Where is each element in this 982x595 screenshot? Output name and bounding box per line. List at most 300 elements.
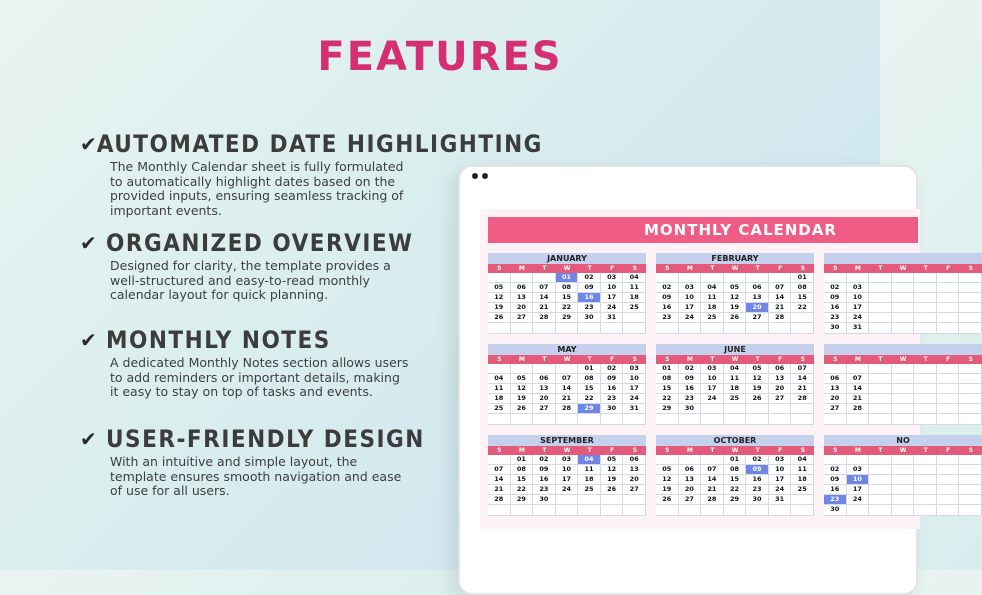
date-cell: 01: [578, 364, 601, 374]
date-cell: 24: [701, 394, 724, 404]
month-no: [824, 435, 982, 516]
date-cell: 27: [679, 495, 702, 505]
date-cell: 25: [623, 303, 646, 313]
weekday-label: S: [632, 447, 637, 454]
date-cell: [769, 273, 792, 283]
date-cell: 14: [769, 293, 792, 303]
date-cell: [869, 374, 892, 384]
date-cell: 25: [488, 404, 511, 414]
weekday-label: F: [946, 265, 951, 272]
date-cell: [914, 394, 937, 404]
date-cell: [959, 394, 982, 404]
date-cell: 13: [623, 465, 646, 475]
date-cell: [791, 323, 814, 333]
highlighted-date-cell: 16: [578, 293, 601, 303]
date-cell: [959, 323, 982, 333]
date-cell: [914, 475, 937, 485]
date-cell: [959, 475, 982, 485]
checkmark-icon: ✔: [80, 328, 97, 352]
weekday-label: F: [610, 356, 615, 363]
date-cell: [488, 323, 511, 333]
date-cell: 11: [791, 465, 814, 475]
date-cell: 24: [623, 394, 646, 404]
date-cell: 23: [601, 394, 624, 404]
date-cell: 16: [656, 303, 679, 313]
month-name: MAY: [488, 344, 646, 355]
date-cell: [937, 364, 960, 374]
month-name: [824, 344, 982, 355]
date-cell: 10: [623, 374, 646, 384]
date-cell: 28: [769, 313, 792, 323]
date-cell: 04: [724, 364, 747, 374]
date-cell: 09: [824, 475, 847, 485]
date-cell: 27: [769, 394, 792, 404]
date-cell: [746, 505, 769, 515]
feature-description: With an intuitive and simple layout, the template ensures smooth navigation and ease of use for all users.: [110, 454, 402, 498]
weekday-label: S: [497, 447, 502, 454]
date-cell: 15: [578, 384, 601, 394]
date-cell: 03: [769, 455, 792, 465]
date-cell: [701, 323, 724, 333]
weekday-label: T: [755, 356, 760, 363]
date-cell: 01: [724, 455, 747, 465]
date-cell: [869, 384, 892, 394]
date-cell: 25: [701, 313, 724, 323]
date-cell: [937, 293, 960, 303]
date-cell: [746, 323, 769, 333]
date-cell: 12: [724, 293, 747, 303]
date-grid: [656, 273, 814, 334]
date-cell: [937, 323, 960, 333]
date-grid: [488, 273, 646, 334]
date-cell: 13: [824, 384, 847, 394]
date-cell: [959, 495, 982, 505]
date-cell: 17: [601, 293, 624, 303]
date-cell: [914, 303, 937, 313]
date-cell: 18: [488, 394, 511, 404]
weekday-header: [824, 446, 982, 455]
date-cell: [791, 505, 814, 515]
date-cell: 02: [656, 283, 679, 293]
date-cell: [892, 505, 915, 515]
window-dot-icon: [482, 173, 488, 179]
date-cell: 13: [769, 374, 792, 384]
weekday-label: M: [518, 356, 525, 363]
date-cell: 17: [623, 384, 646, 394]
date-cell: [892, 394, 915, 404]
date-cell: [578, 505, 601, 515]
date-cell: 20: [511, 303, 534, 313]
date-cell: 27: [623, 485, 646, 495]
feature-monthly-notes: [80, 326, 440, 400]
date-cell: [959, 505, 982, 515]
date-cell: [892, 495, 915, 505]
date-cell: [869, 293, 892, 303]
date-cell: 08: [556, 283, 579, 293]
weekday-label: T: [755, 447, 760, 454]
month-name: [824, 253, 982, 264]
highlighted-date-cell: 01: [556, 273, 579, 283]
date-cell: 15: [511, 475, 534, 485]
date-cell: [556, 414, 579, 424]
date-cell: [914, 364, 937, 374]
weekday-label: S: [800, 265, 805, 272]
weekday-label: F: [610, 447, 615, 454]
date-cell: [869, 465, 892, 475]
date-cell: [892, 283, 915, 293]
feature-user-friendly-design: [80, 425, 440, 499]
weekday-header: [824, 355, 982, 364]
weekday-label: W: [899, 356, 907, 363]
date-cell: [533, 364, 556, 374]
date-cell: [959, 293, 982, 303]
date-cell: [724, 505, 747, 515]
date-cell: 05: [488, 283, 511, 293]
date-cell: 11: [488, 384, 511, 394]
date-cell: 13: [511, 293, 534, 303]
highlighted-date-cell: 20: [746, 303, 769, 313]
date-cell: [847, 273, 870, 283]
feature-title: ORGANIZED OVERVIEW: [106, 229, 414, 257]
date-cell: 16: [824, 485, 847, 495]
weekday-label: T: [710, 447, 715, 454]
highlighted-date-cell: 10: [847, 475, 870, 485]
date-cell: [892, 465, 915, 475]
date-cell: [914, 495, 937, 505]
weekday-label: S: [497, 356, 502, 363]
date-cell: 05: [656, 465, 679, 475]
date-cell: 20: [679, 485, 702, 495]
feature-automated-date-highlighting: [80, 130, 543, 218]
date-cell: [847, 505, 870, 515]
date-cell: 01: [791, 273, 814, 283]
date-cell: [533, 273, 556, 283]
date-cell: [892, 475, 915, 485]
weekday-header: [488, 446, 646, 455]
weekday-label: W: [731, 447, 739, 454]
date-cell: 22: [724, 485, 747, 495]
highlighted-date-cell: 23: [824, 495, 847, 505]
weekday-label: M: [518, 447, 525, 454]
date-cell: [578, 414, 601, 424]
date-cell: 12: [511, 384, 534, 394]
month-october: [656, 435, 814, 516]
date-cell: [488, 414, 511, 424]
date-cell: 07: [533, 283, 556, 293]
weekday-label: S: [665, 356, 670, 363]
weekday-label: F: [778, 447, 783, 454]
date-cell: 13: [533, 384, 556, 394]
date-cell: [892, 293, 915, 303]
date-cell: 27: [824, 404, 847, 414]
date-cell: 04: [623, 273, 646, 283]
date-cell: [959, 455, 982, 465]
date-cell: 23: [824, 313, 847, 323]
date-cell: [937, 485, 960, 495]
date-cell: [914, 323, 937, 333]
date-cell: 14: [533, 293, 556, 303]
date-cell: 02: [746, 455, 769, 465]
date-cell: 08: [791, 283, 814, 293]
date-cell: 19: [724, 303, 747, 313]
date-cell: 26: [656, 495, 679, 505]
date-cell: [656, 505, 679, 515]
date-cell: [578, 323, 601, 333]
weekday-label: M: [686, 447, 693, 454]
weekday-label: M: [686, 265, 693, 272]
date-cell: 14: [556, 384, 579, 394]
feature-title: USER-FRIENDLY DESIGN: [106, 425, 425, 453]
month-may: [488, 344, 646, 425]
date-cell: [937, 384, 960, 394]
weekday-label: S: [833, 356, 838, 363]
weekday-label: S: [800, 356, 805, 363]
date-cell: [892, 384, 915, 394]
date-cell: [724, 273, 747, 283]
date-cell: 30: [746, 495, 769, 505]
weekday-header: [488, 264, 646, 273]
weekday-label: F: [946, 447, 951, 454]
weekday-label: S: [968, 265, 973, 272]
date-cell: 07: [847, 374, 870, 384]
date-cell: 16: [824, 303, 847, 313]
date-cell: [556, 495, 579, 505]
date-cell: [824, 455, 847, 465]
date-cell: 20: [824, 394, 847, 404]
highlighted-date-cell: 04: [578, 455, 601, 465]
weekday-label: M: [854, 447, 861, 454]
date-cell: [869, 485, 892, 495]
date-cell: [623, 505, 646, 515]
date-cell: 20: [533, 394, 556, 404]
date-cell: [601, 505, 624, 515]
date-cell: [769, 323, 792, 333]
date-cell: [937, 475, 960, 485]
date-cell: [623, 414, 646, 424]
date-cell: 10: [556, 465, 579, 475]
date-cell: [724, 404, 747, 414]
date-cell: 15: [556, 293, 579, 303]
date-cell: 30: [533, 495, 556, 505]
date-cell: 23: [746, 485, 769, 495]
date-cell: [914, 374, 937, 384]
date-cell: 06: [623, 455, 646, 465]
date-cell: [869, 394, 892, 404]
date-cell: 05: [601, 455, 624, 465]
date-cell: [724, 414, 747, 424]
date-cell: [847, 364, 870, 374]
checkmark-icon: ✔: [80, 132, 97, 156]
date-cell: 29: [556, 313, 579, 323]
date-cell: 28: [556, 404, 579, 414]
date-cell: 03: [601, 273, 624, 283]
month-partial-5: [824, 344, 982, 425]
date-cell: 02: [578, 273, 601, 283]
weekday-label: T: [710, 265, 715, 272]
date-cell: [869, 303, 892, 313]
date-cell: 25: [791, 485, 814, 495]
date-cell: [511, 364, 534, 374]
date-cell: [601, 414, 624, 424]
date-cell: [892, 414, 915, 424]
date-cell: [701, 404, 724, 414]
date-cell: 21: [701, 485, 724, 495]
date-cell: 18: [701, 303, 724, 313]
date-cell: [959, 384, 982, 394]
date-cell: 29: [724, 495, 747, 505]
date-cell: 15: [791, 293, 814, 303]
date-cell: [892, 303, 915, 313]
date-cell: 21: [556, 394, 579, 404]
weekday-label: S: [632, 356, 637, 363]
date-cell: [914, 313, 937, 323]
date-grid: [824, 455, 982, 516]
date-cell: 09: [656, 293, 679, 303]
date-grid: [488, 364, 646, 425]
date-cell: 31: [601, 313, 624, 323]
date-cell: [869, 475, 892, 485]
date-cell: 30: [601, 404, 624, 414]
date-cell: 02: [679, 364, 702, 374]
date-cell: 20: [623, 475, 646, 485]
date-cell: [937, 273, 960, 283]
date-cell: [769, 505, 792, 515]
date-cell: [869, 364, 892, 374]
date-cell: [914, 384, 937, 394]
weekday-label: S: [665, 447, 670, 454]
date-cell: 02: [601, 364, 624, 374]
date-cell: [511, 414, 534, 424]
date-cell: 18: [623, 293, 646, 303]
date-cell: 08: [578, 374, 601, 384]
checkmark-icon: ✔: [80, 427, 97, 451]
weekday-label: T: [587, 447, 592, 454]
date-cell: 09: [824, 293, 847, 303]
date-cell: [511, 323, 534, 333]
date-cell: [791, 495, 814, 505]
date-cell: 23: [656, 313, 679, 323]
date-cell: 11: [724, 374, 747, 384]
date-cell: 30: [679, 404, 702, 414]
date-cell: 11: [623, 283, 646, 293]
calendar-sheet: [480, 209, 973, 529]
date-cell: 05: [511, 374, 534, 384]
date-cell: 12: [656, 475, 679, 485]
weekday-label: W: [899, 265, 907, 272]
date-cell: [914, 465, 937, 475]
month-name: SEPTEMBER: [488, 435, 646, 446]
date-cell: [937, 303, 960, 313]
date-cell: [892, 455, 915, 465]
month-september: [488, 435, 646, 516]
weekday-label: W: [563, 356, 571, 363]
date-cell: [869, 283, 892, 293]
weekday-label: T: [923, 265, 928, 272]
date-cell: 31: [623, 404, 646, 414]
weekday-label: W: [563, 447, 571, 454]
weekday-label: T: [878, 447, 883, 454]
date-cell: 03: [623, 364, 646, 374]
date-cell: 04: [701, 283, 724, 293]
date-cell: [959, 273, 982, 283]
date-cell: 21: [791, 384, 814, 394]
date-cell: [914, 283, 937, 293]
date-cell: [511, 505, 534, 515]
date-cell: [914, 485, 937, 495]
month-june: [656, 344, 814, 425]
date-cell: [959, 303, 982, 313]
date-cell: 13: [679, 475, 702, 485]
date-cell: [914, 273, 937, 283]
date-cell: 31: [769, 495, 792, 505]
month-name: FEBRUARY: [656, 253, 814, 264]
date-cell: [533, 323, 556, 333]
date-cell: [556, 505, 579, 515]
date-cell: 17: [556, 475, 579, 485]
date-cell: 14: [488, 475, 511, 485]
date-cell: [959, 313, 982, 323]
date-cell: [914, 404, 937, 414]
date-cell: [623, 495, 646, 505]
date-cell: 06: [769, 364, 792, 374]
date-cell: [869, 323, 892, 333]
date-cell: [847, 414, 870, 424]
date-cell: [914, 293, 937, 303]
date-cell: 27: [511, 313, 534, 323]
weekday-label: F: [778, 356, 783, 363]
date-cell: [791, 414, 814, 424]
weekday-label: S: [632, 265, 637, 272]
date-cell: [892, 364, 915, 374]
date-cell: [824, 414, 847, 424]
date-cell: 26: [511, 404, 534, 414]
date-cell: [601, 495, 624, 505]
date-cell: [701, 414, 724, 424]
date-cell: [869, 495, 892, 505]
date-cell: [959, 283, 982, 293]
date-cell: 06: [533, 374, 556, 384]
date-cell: 19: [656, 485, 679, 495]
date-cell: 17: [701, 384, 724, 394]
weekday-label: F: [778, 265, 783, 272]
date-cell: [869, 505, 892, 515]
date-cell: [937, 465, 960, 475]
date-cell: 28: [533, 313, 556, 323]
date-cell: [869, 414, 892, 424]
date-cell: [488, 364, 511, 374]
date-cell: 05: [746, 364, 769, 374]
tablet-mockup: [458, 165, 973, 595]
page-title: FEATURES: [317, 34, 563, 80]
date-cell: 06: [511, 283, 534, 293]
date-cell: 09: [679, 374, 702, 384]
date-cell: 06: [679, 465, 702, 475]
date-cell: [656, 455, 679, 465]
date-cell: 07: [769, 283, 792, 293]
weekday-label: M: [686, 356, 693, 363]
weekday-header: [824, 264, 982, 273]
date-cell: 24: [847, 313, 870, 323]
month-name: NO: [824, 435, 982, 446]
date-cell: [959, 364, 982, 374]
date-cell: [601, 323, 624, 333]
date-cell: 07: [488, 465, 511, 475]
date-cell: 18: [724, 384, 747, 394]
weekday-label: T: [710, 356, 715, 363]
date-cell: 14: [791, 374, 814, 384]
date-cell: [892, 313, 915, 323]
date-cell: [824, 273, 847, 283]
